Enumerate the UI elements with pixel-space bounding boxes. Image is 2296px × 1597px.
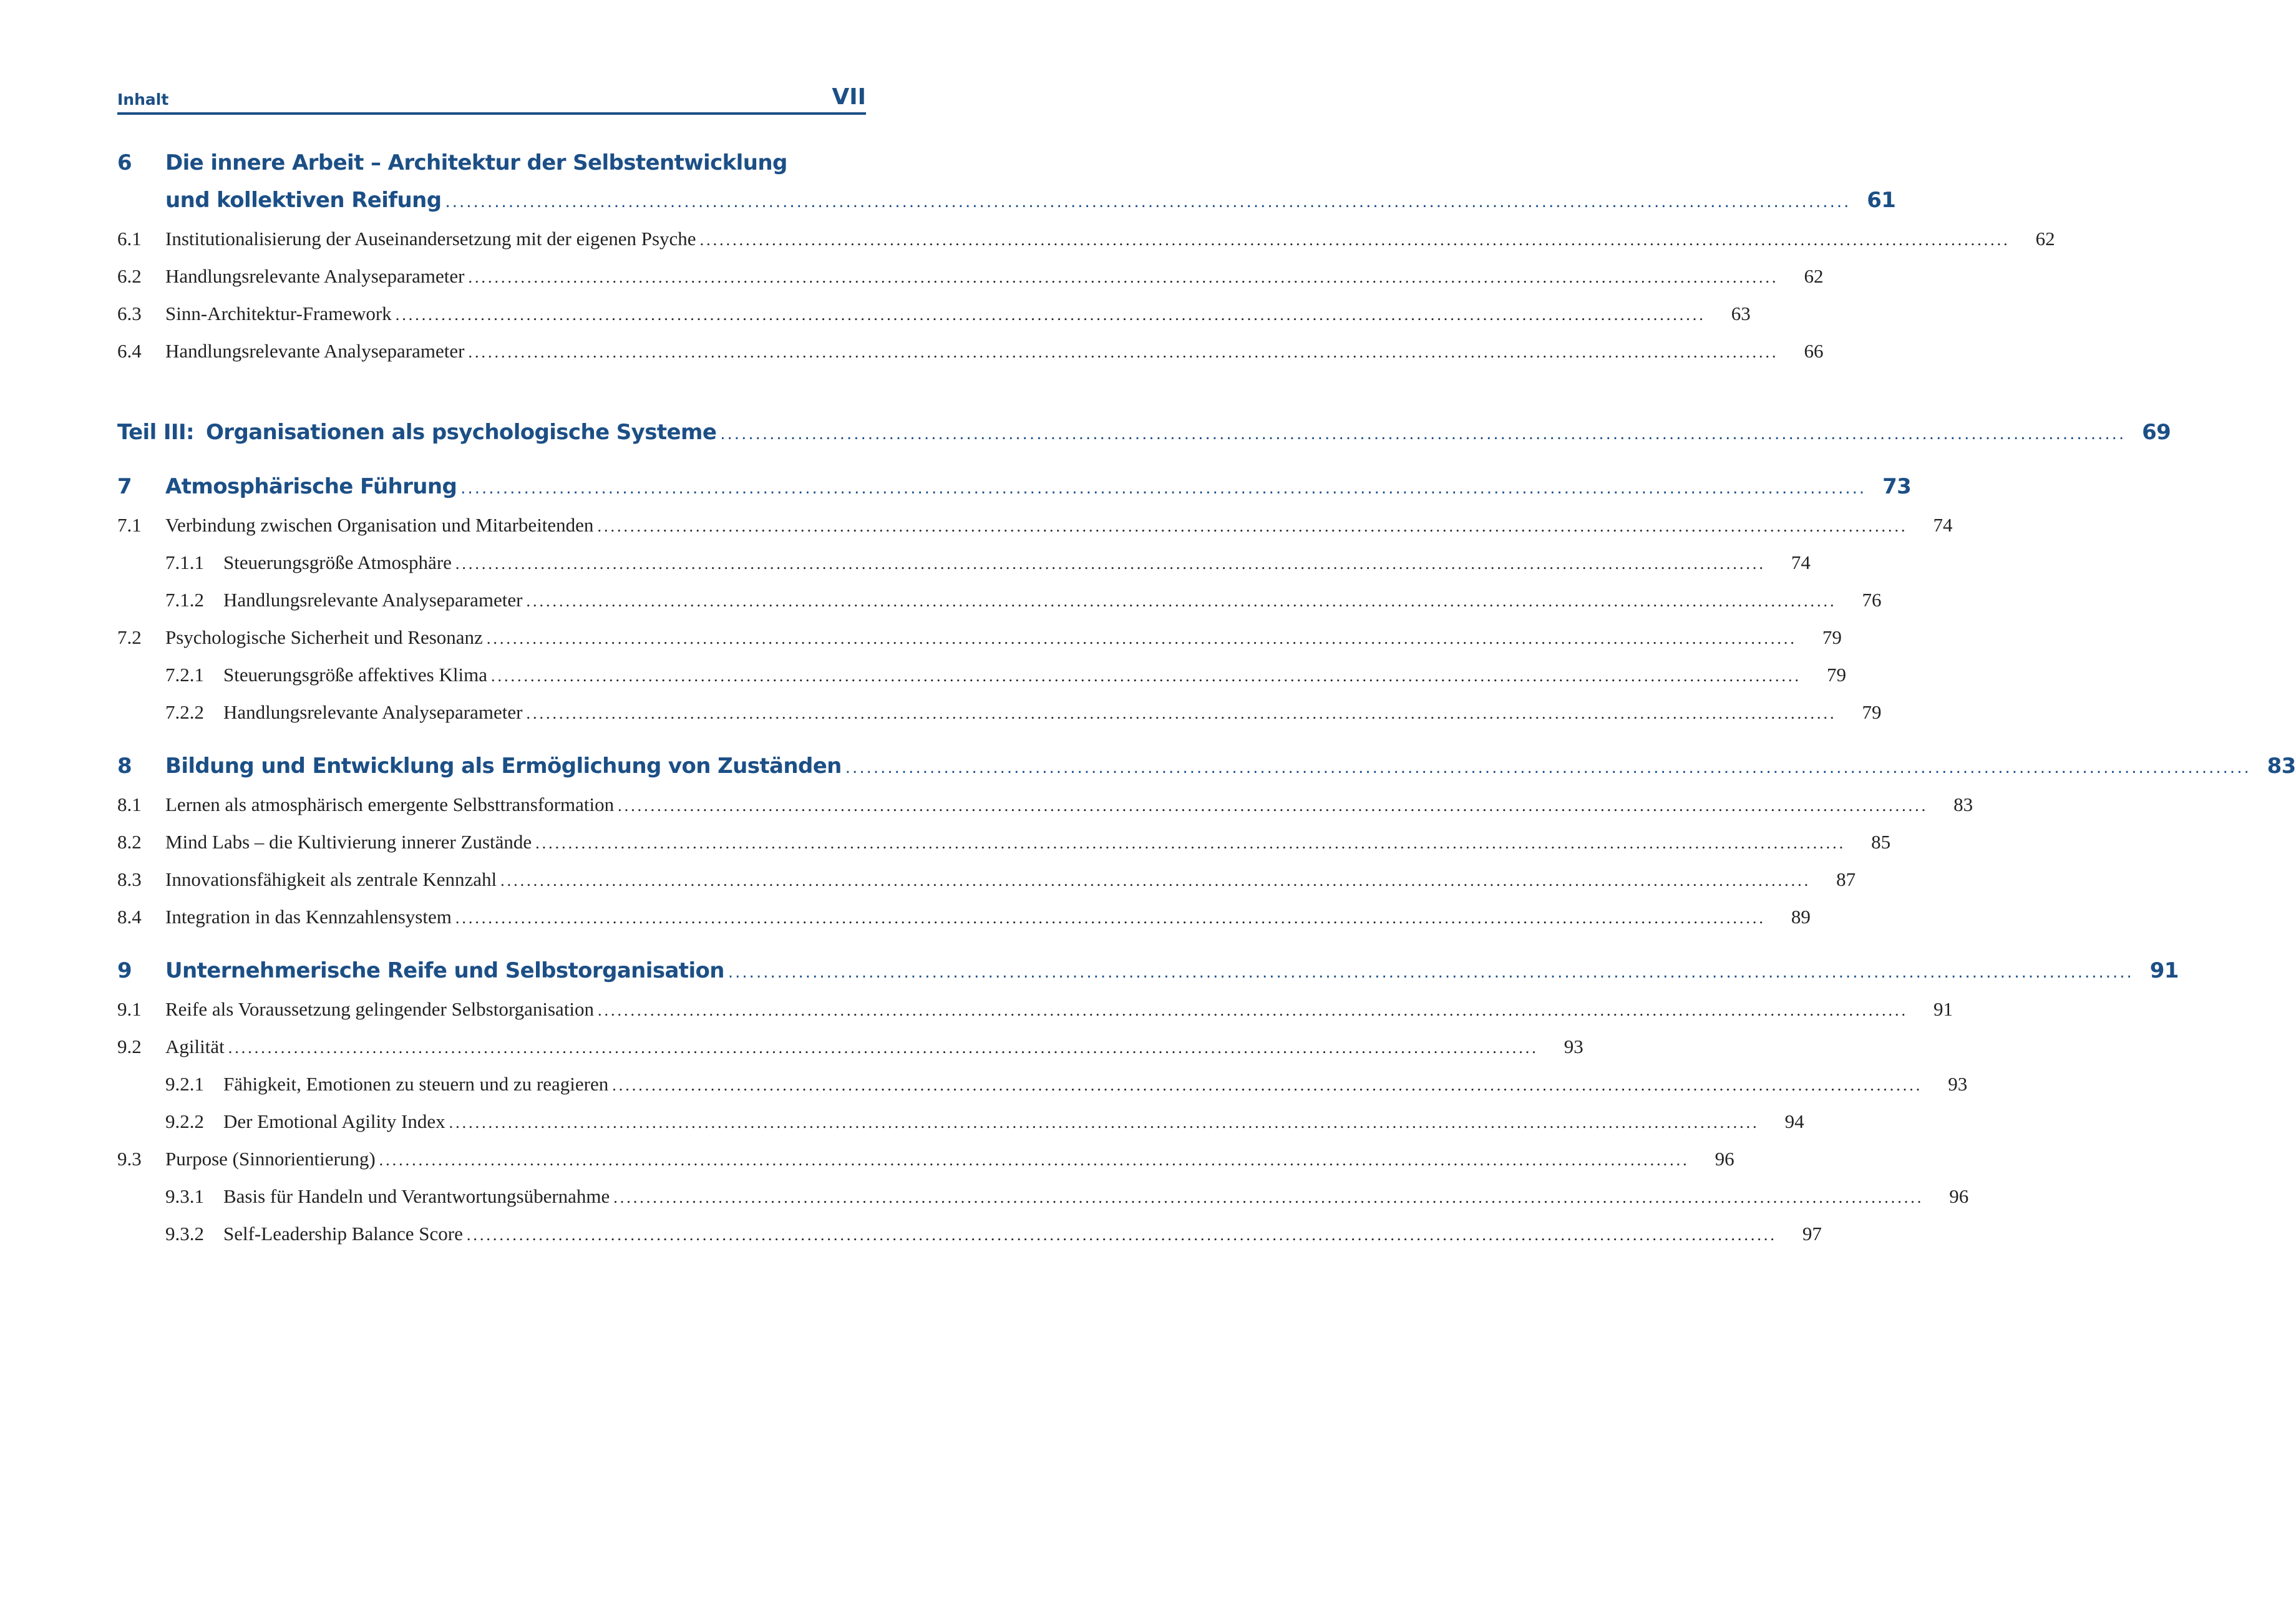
toc-entry-page-number: 97 [1802,1223,1822,1245]
toc-entry-number: 8.1 [117,794,142,815]
toc-entry-line [165,228,2055,250]
toc-entry-number: 7.2 [117,626,142,648]
dot-leader: ........................................................................................................................................................................................................ [612,1076,1923,1094]
toc-entry-chapter[interactable] [117,751,2296,779]
toc-entry-line [165,265,1824,288]
toc-entry-page-number: 91 [2149,958,2179,983]
dot-leader: ........................................................................................................................................................................................................ [468,268,1779,286]
toc-entry-number: 7.2.2 [165,701,204,723]
toc-entry-page-number: 62 [1804,265,1824,287]
toc-entry-subsection[interactable] [117,661,1846,686]
toc-entry-page-number: 87 [1836,868,1856,890]
toc-entry-page-number: 93 [1564,1036,1583,1057]
toc-entry-title: Lernen als atmosphärisch emergente Selbsttransformation [165,794,615,815]
toc-entry-subsection[interactable] [117,1220,1822,1245]
toc-entry-page-number: 79 [1822,626,1842,648]
dot-leader: ........................................................................................................................................................................................................ [468,343,1779,361]
toc-entry-section[interactable] [117,1145,1734,1170]
toc-entry-section[interactable] [117,512,1953,536]
toc-entry-title: Self-Leadership Balance Score [223,1223,463,1245]
toc-entry-title: Handlungsrelevante Analyseparameter [223,701,523,723]
toc-entry-number: 9.2 [117,1036,142,1057]
toc-entry-line [165,474,1912,499]
toc-entry-subsection[interactable] [117,699,1882,724]
toc-entry-page-number: 94 [1784,1110,1804,1132]
toc-entry-page-number: 62 [2035,228,2055,250]
toc-entry-title: Basis für Handeln und Verantwortungsübernahme [223,1185,610,1207]
toc-entry-section[interactable] [117,263,1824,288]
running-head-title: Inhalt [117,90,169,109]
toc-entry-line [223,551,1811,574]
toc-entry-section[interactable] [117,337,1824,362]
toc-entry-number: 9.3.1 [165,1185,204,1207]
toc-entry-page-number: 74 [1933,514,1953,536]
dot-leader: ........................................................................................................................................................................................................ [466,1226,1777,1244]
toc-entry-section[interactable] [117,866,1856,891]
toc-entry-title: Purpose (Sinnorientierung) [165,1148,376,1170]
toc-entry-page-number: 96 [1949,1185,1969,1207]
toc-entry-title: Innovationsfähigkeit als zentrale Kennzahl [165,868,497,890]
toc-entry-line [223,1185,1969,1208]
toc-entry-section[interactable] [117,903,1811,928]
toc-entry-page-number: 89 [1791,906,1811,928]
dot-leader: ........................................................................................................................................................................................................ [845,759,2251,777]
dot-leader: ........................................................................................................................................................................................................ [535,834,1846,852]
toc-entry-page-number: 91 [1934,998,1953,1020]
toc-entry-number: 8.4 [117,906,142,928]
toc-entry-number: 8 [117,754,132,779]
toc-entry-page-number: 83 [2267,754,2296,779]
toc-entry-title: Bildung und Entwicklung als Ermöglichung von Zuständen [165,754,842,779]
toc-entry-page-number: 61 [1867,188,1896,213]
toc-entry-title: Integration in das Kennzahlensystem [165,906,452,928]
toc-entry-chapter[interactable] [117,150,1896,213]
dot-leader: ........................................................................................................................................................................................................ [598,1001,1909,1019]
toc-entry-part[interactable] [117,417,2171,445]
toc-entry-number: 8.2 [117,831,142,853]
toc-entry-line [165,340,1824,362]
toc-entry-number: 7 [117,474,132,499]
toc-entry-title: Unternehmerische Reife und Selbstorganisation [165,958,724,983]
toc-entry-title: Handlungsrelevante Analyseparameter [165,340,465,362]
toc-entry-page-number: 79 [1826,664,1846,686]
toc-entry-page-number: 83 [1953,794,1973,815]
toc-entry-line [223,664,1846,686]
toc-entry-title: und kollektiven Reifung [165,188,442,213]
toc-entry-title: Steuerungsgröße Atmosphäre [223,551,452,573]
dot-leader: ........................................................................................................................................................................................................ [526,592,1837,610]
toc-entry-number: 7.2.1 [165,664,204,686]
dot-leader: ........................................................................................................................................................................................................ [500,871,1811,890]
toc-entry-line [223,1073,1968,1095]
toc-entry-number: 6.3 [117,303,142,324]
toc-entry-line [206,420,2171,445]
toc-entry-title: Handlungsrelevante Analyseparameter [165,265,465,287]
toc-entry-line [165,831,1891,853]
toc-entry-section[interactable] [117,828,1891,853]
toc-entry-number: 8.3 [117,868,142,890]
toc-entry-line [223,701,1882,724]
toc-entry-page-number: 85 [1871,831,1891,853]
toc-entry-page-number: 73 [1882,474,1912,499]
toc-entry-number: 7.1.2 [165,589,204,611]
dot-leader: ........................................................................................................................................................................................................ [720,425,2126,444]
dot-leader: ........................................................................................................................................................................................................ [727,963,2134,982]
toc-entry-chapter[interactable] [117,472,1912,499]
toc-entry-page-number: 66 [1804,340,1824,362]
dot-leader: ........................................................................................................................................................................................................ [699,231,2010,249]
toc-entry-title: Reife als Voraussetzung gelingender Selbstorganisation [165,998,595,1020]
toc-entry-line [223,1110,1804,1133]
toc-entry-number: 7.1 [117,514,142,536]
dot-leader: ........................................................................................................................................................................................................ [455,555,1766,573]
dot-leader: ........................................................................................................................................................................................................ [526,704,1837,722]
toc-entry-section[interactable] [117,996,1953,1021]
toc-entry-number: 9.2.2 [165,1110,204,1132]
toc-entry-title: Organisationen als psychologische Systeme [206,420,717,445]
toc-entry-line [165,958,2179,983]
toc-entry-line [165,514,1953,536]
toc-entry-title: Mind Labs – die Kultivierung innerer Zustände [165,831,532,853]
dot-leader: ........................................................................................................................................................................................................ [379,1151,1690,1169]
toc-entry-number: 6 [117,150,132,175]
toc-entry-title: Psychologische Sicherheit und Resonanz [165,626,483,648]
toc-entry-title: Verbindung zwischen Organisation und Mitarbeitenden [165,514,594,536]
dot-leader: ........................................................................................................................................................................................................ [486,629,1797,648]
toc-entry-page-number: 93 [1948,1073,1968,1095]
toc-entry-title: Fähigkeit, Emotionen zu steuern und zu reagieren [223,1073,609,1095]
toc-entry-title: Steuerungsgröße affektives Klima [223,664,487,686]
toc-entry-section[interactable] [117,791,1973,816]
dot-leader: ........................................................................................................................................................................................................ [597,517,1908,535]
dot-leader: ........................................................................................................................................................................................................ [460,479,1867,498]
dot-leader: ........................................................................................................................................................................................................ [490,667,1801,685]
toc-entry-line [223,589,1882,611]
page-number-roman: VII [832,84,866,110]
toc-entry-number: 6.1 [117,228,142,250]
toc-entry-section[interactable] [117,300,1751,325]
toc-entry-page-number: 79 [1862,701,1882,723]
toc-entry-number: 9.2.1 [165,1073,204,1095]
toc-entry-number: 9 [117,958,132,983]
toc-entry-title-line: Die innere Arbeit – Architektur der Selbstentwicklung [165,150,787,175]
toc-entry-section[interactable] [117,624,1842,649]
toc-entry-number: 7.1.1 [165,551,204,573]
toc-entry-line [165,1036,1583,1058]
toc-entry-number: Teil III: [117,420,195,445]
dot-leader: ........................................................................................................................................................................................................ [618,797,1929,815]
toc-entry-page-number: 74 [1791,551,1811,573]
toc-entry-title: Handlungsrelevante Analyseparameter [223,589,523,611]
toc-entry-number: 9.3 [117,1148,142,1170]
dot-leader: ........................................................................................................................................................................................................ [395,306,1706,324]
toc-entry-subsection[interactable] [117,1108,1804,1133]
toc-entry-line [165,1148,1734,1170]
toc-entry-line [165,303,1751,325]
dot-leader: ........................................................................................................................................................................................................ [445,193,1851,211]
toc-entry-subsection[interactable] [117,586,1882,611]
toc-entry-number: 6.4 [117,340,142,362]
toc-entry-section[interactable] [117,1033,1583,1058]
toc-entry-subsection[interactable] [117,549,1811,574]
toc-entry-chapter[interactable] [117,956,2179,983]
dot-leader: ........................................................................................................................................................................................................ [449,1114,1759,1132]
toc-entry-line [165,188,1896,213]
dot-leader: ........................................................................................................................................................................................................ [613,1188,1924,1206]
toc-entry-subsection[interactable] [117,1183,1969,1208]
toc-entry-page-number: 63 [1731,303,1751,324]
toc-entry-number: 9.1 [117,998,142,1020]
dot-leader: ........................................................................................................................................................................................................ [228,1039,1539,1057]
toc-entry-line [223,1223,1822,1245]
toc-entry-page-number: 96 [1715,1148,1734,1170]
toc-entry-title: Der Emotional Agility Index [223,1110,445,1132]
toc-entry-line [165,998,1953,1021]
toc-entry-number: 9.3.2 [165,1223,204,1245]
toc-entry-line [165,754,2296,779]
toc-entry-section[interactable] [117,225,2055,250]
toc-entry-line [165,794,1973,816]
toc-entry-title: Institutionalisierung der Auseinandersetzung mit der eigenen Psyche [165,228,696,250]
toc-entry-line [165,626,1842,649]
dot-leader: ........................................................................................................................................................................................................ [455,909,1766,927]
toc-entry-line [165,906,1811,928]
toc-entry-page-number: 69 [2142,420,2171,445]
toc-entry-title: Atmosphärische Führung [165,474,457,499]
toc-entry-page-number: 76 [1862,589,1882,611]
toc-entry-line [165,868,1856,891]
toc-entry-number: 6.2 [117,265,142,287]
toc-entry-title: Agilität [165,1036,225,1057]
toc-entry-subsection[interactable] [117,1070,1968,1095]
toc-entry-title: Sinn-Architektur-Framework [165,303,392,324]
